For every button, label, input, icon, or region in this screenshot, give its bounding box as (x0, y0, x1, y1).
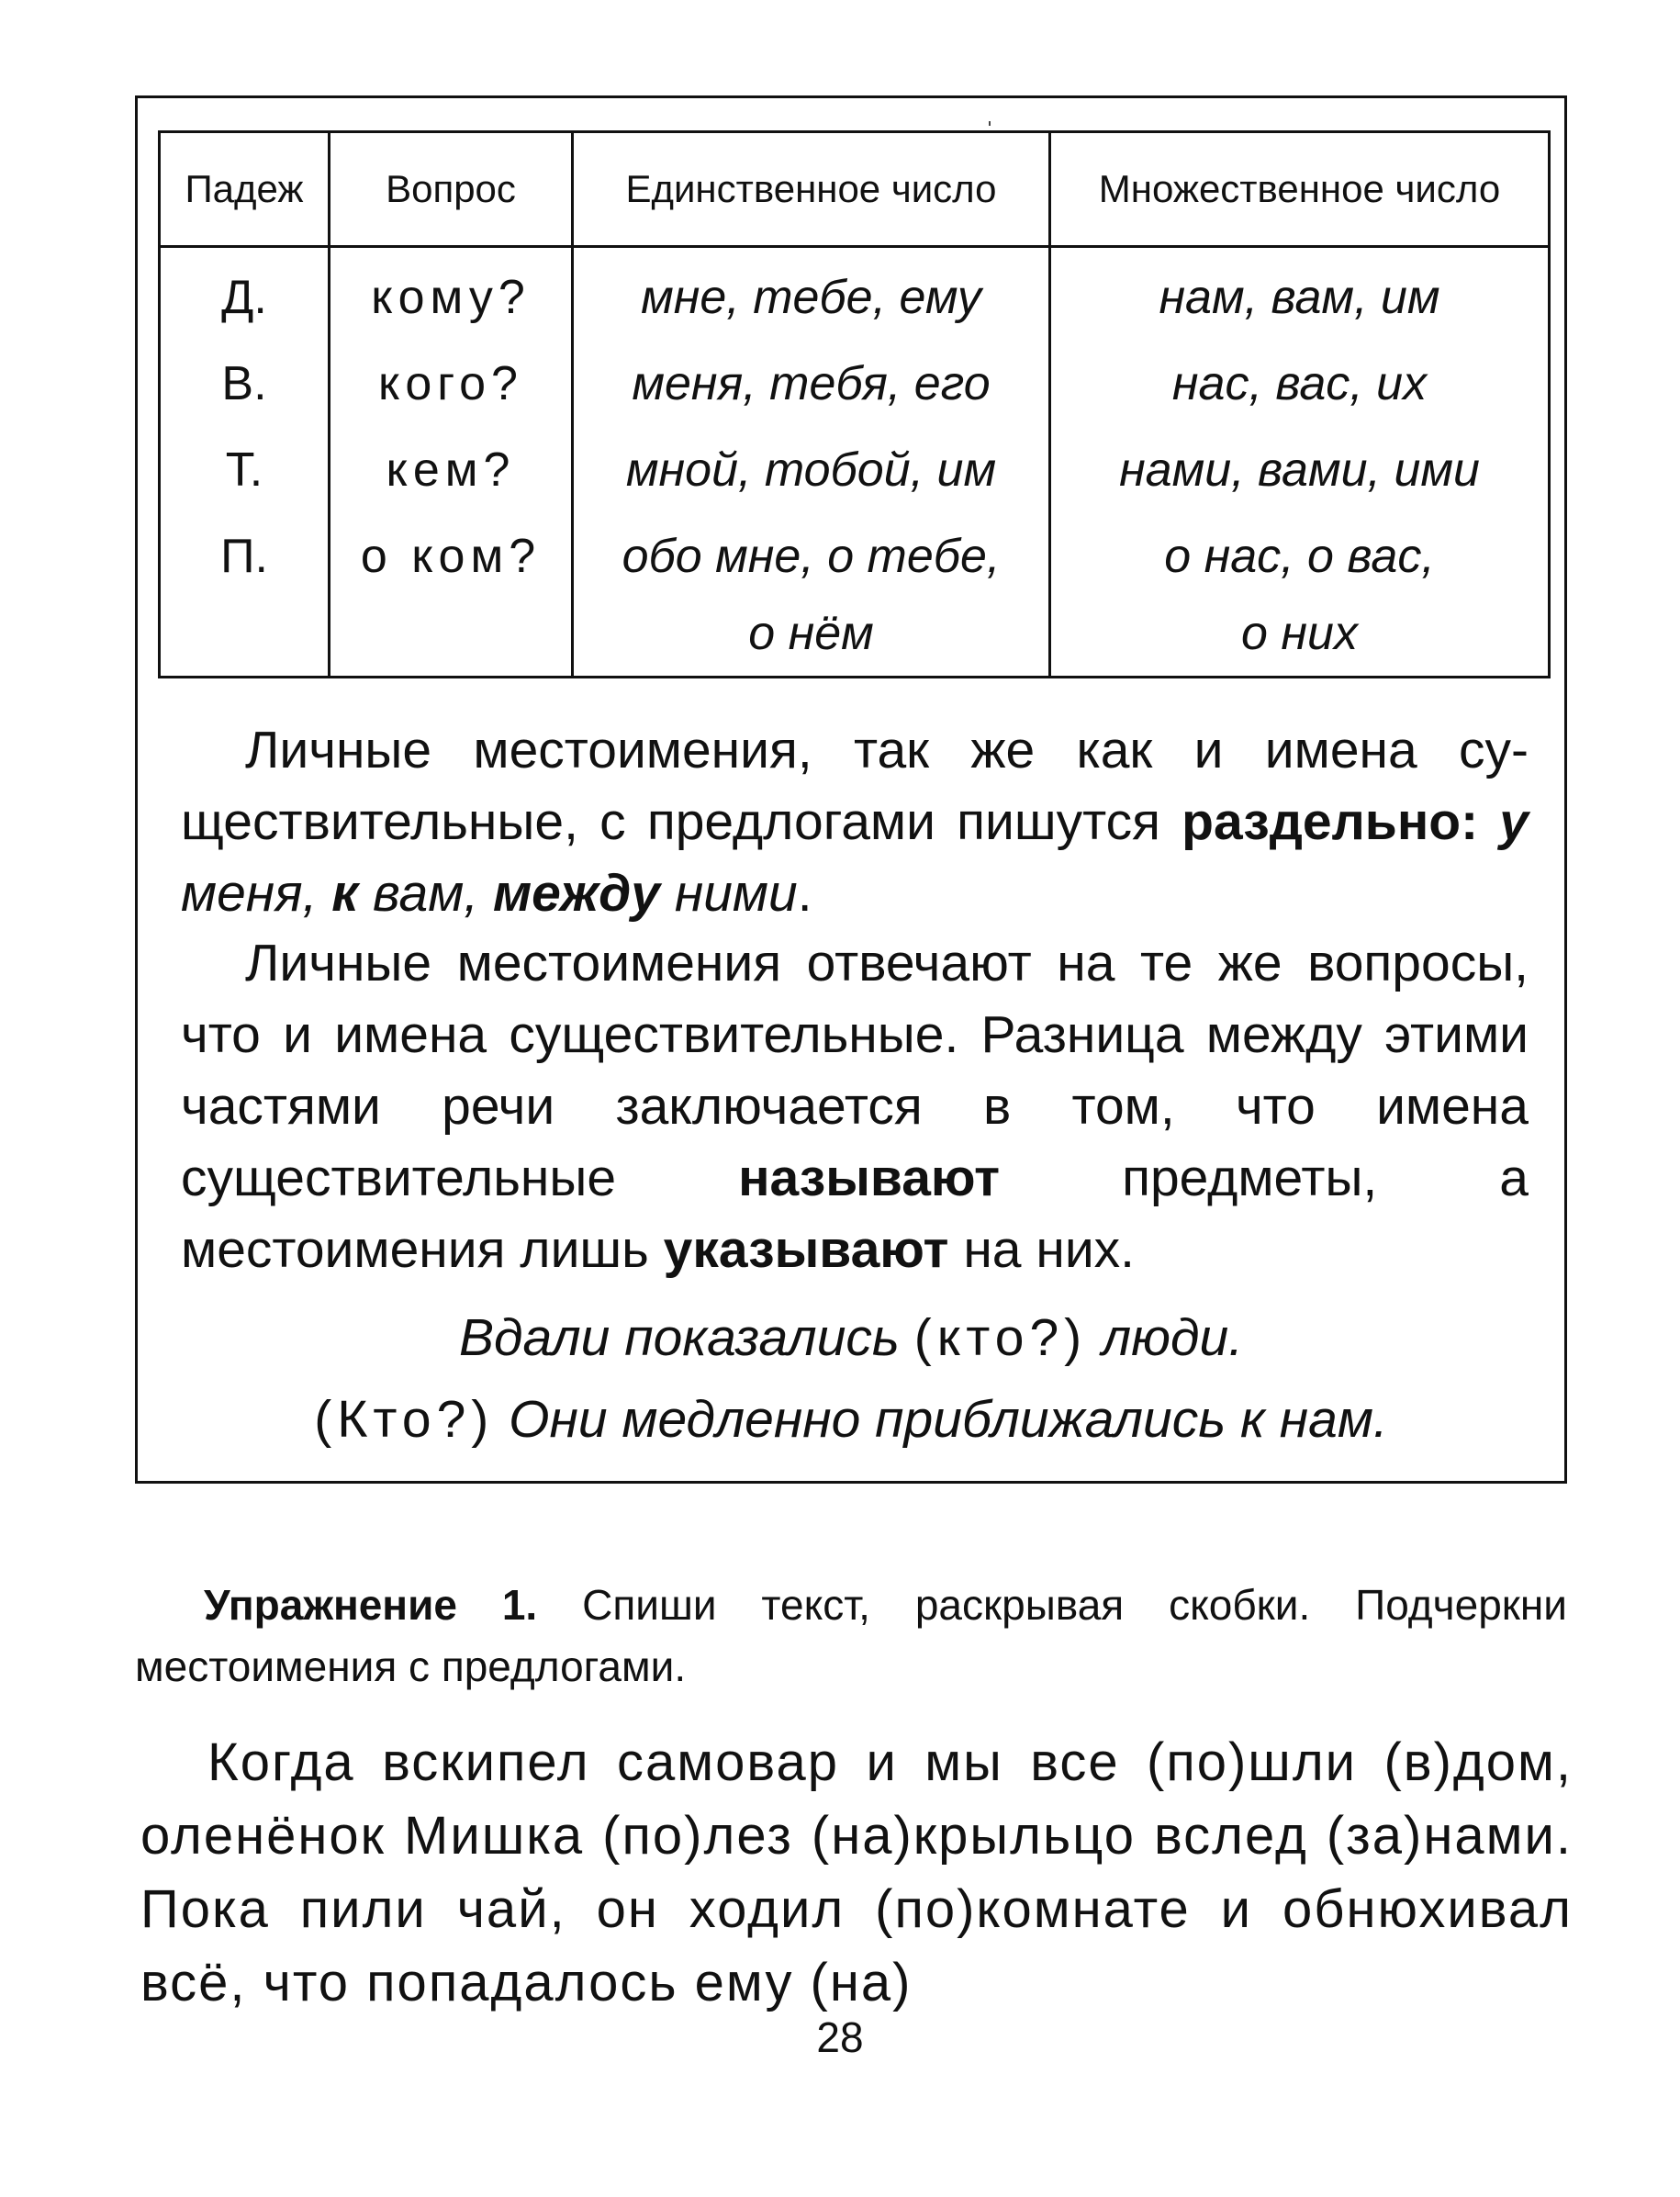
example1-text-2: люди. (1101, 1308, 1244, 1367)
example-pronoun: меня, (181, 864, 318, 923)
example-preposition: к (331, 864, 359, 923)
example-preposition: между (492, 864, 661, 923)
singular-cell: мной, тобой, им (573, 426, 1050, 512)
header-case: Падеж (160, 132, 330, 247)
table-row (160, 247, 1550, 341)
header-plural: Множественное число (1050, 132, 1550, 247)
rule2-text-2: предметы, а местоимения лишь (181, 1149, 1529, 1279)
question-cell: кем? (330, 426, 573, 512)
rule2-text-3: на них. (948, 1220, 1135, 1279)
rule1-bold: раздельно: (1182, 792, 1479, 851)
rule1-text: Личные местоимения, так же как и имена существительные, с предлогами пишутся (181, 721, 1529, 851)
rule1-end: . (797, 864, 812, 923)
plural-cell (1050, 512, 1550, 678)
header-singular: Единственное число (573, 132, 1050, 247)
exercise-task (135, 1575, 1567, 1698)
table-row (160, 426, 1550, 512)
question-cell: кого? (330, 340, 573, 426)
example-pronoun: ними (674, 864, 798, 923)
rule-paragraph-1 (181, 714, 1529, 929)
example2-text: Они медленно приближались к нам. (509, 1390, 1388, 1449)
rule2-bold-2: указывают (663, 1220, 949, 1279)
rule2-bold-1: называют (738, 1149, 1001, 1207)
table-row (160, 512, 1550, 678)
exercise-instruction: Спиши текст, раскрывая скобки. Подчеркни местоимения с предлогами. (135, 1581, 1567, 1690)
case-cell: П. (160, 512, 330, 678)
singular-cell: меня, тебя, его (573, 340, 1050, 426)
plural-line-2: о них (1241, 607, 1358, 660)
case-cell: Д. (160, 247, 330, 341)
page-number: 28 (816, 2013, 864, 2061)
header-question: Вопрос (330, 132, 573, 247)
singular-line-2: о нём (748, 607, 874, 660)
plural-line-1: о нас, о вас, (1164, 530, 1435, 583)
example-pronoun: вам, (373, 864, 479, 923)
exercise-text: Когда вскипел самовар и мы все (по)шли (в)дом, оленёнок Мишка (по)лез (на)крыльцо вслед (за)нами. Пока пили чай, он ходил (по)комнате и обнюхивал всё, что попадалось ему (на) (140, 1732, 1573, 2012)
singular-line-1: обо мне, о тебе, (622, 530, 1001, 583)
example2-question: (Кто?) (314, 1390, 495, 1449)
question-cell: о ком? (330, 512, 573, 678)
example-sentence-1 (135, 1302, 1567, 1373)
singular-cell: мне, тебе, ему (573, 247, 1050, 341)
example1-text: Вдали показались (458, 1308, 900, 1367)
rule-paragraph-2 (181, 927, 1529, 1285)
example1-question: (кто?) (913, 1308, 1088, 1367)
case-cell: Т. (160, 426, 330, 512)
example-preposition: у (1499, 792, 1529, 851)
table-row (160, 340, 1550, 426)
singular-cell (573, 512, 1050, 678)
example-sentence-2 (135, 1384, 1567, 1455)
table-header-row (160, 132, 1550, 247)
pronoun-case-table (158, 130, 1551, 678)
plural-cell: нами, вами, ими (1050, 426, 1550, 512)
case-cell: В. (160, 340, 330, 426)
rule2-text: Личные местоимения отвечают на те же вопросы, что и имена существительные. Разница между этими частями речи заключается в том, что имена существительные (181, 934, 1529, 1207)
plural-cell: нам, вам, им (1050, 247, 1550, 341)
exercise-label: Упражнение 1. (204, 1581, 538, 1629)
plural-cell: нас, вас, их (1050, 340, 1550, 426)
question-cell: кому? (330, 247, 573, 341)
